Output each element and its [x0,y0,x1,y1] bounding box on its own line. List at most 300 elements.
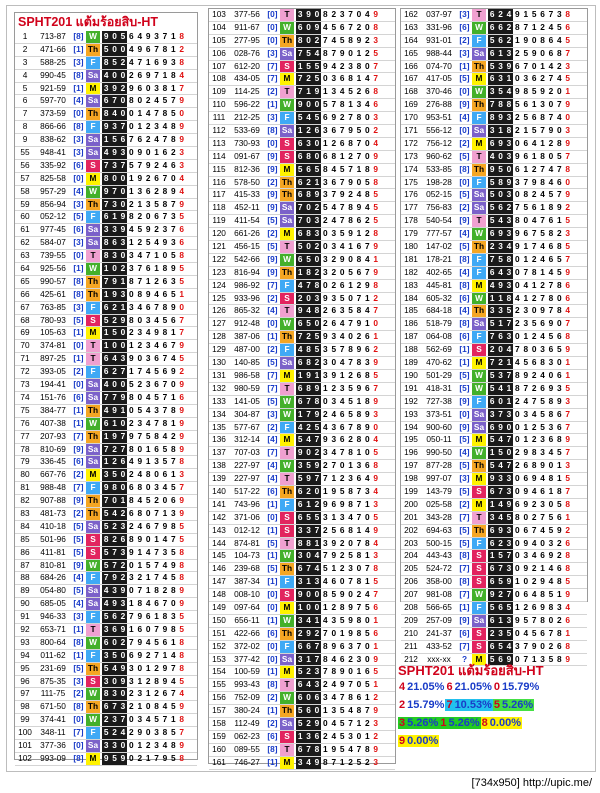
table-row [209,331,395,344]
digit: 3 [373,550,379,561]
digit: 7 [323,550,328,561]
digit: 4 [540,524,545,535]
digit: 7 [297,215,303,226]
digit: 9 [137,533,143,544]
digit: 6 [489,614,495,625]
row-bracket-digit: [8] [73,275,84,286]
digit: 4 [548,163,554,174]
digit: 5 [548,589,554,600]
digit: 8 [129,495,134,506]
digit: 8 [348,692,353,703]
digit: 5 [171,288,176,299]
table-row [209,99,395,112]
digit: 3 [179,469,185,480]
digit: 8 [557,305,562,316]
row-index: 59 [20,198,30,209]
row-code: 141-05 [234,395,260,406]
digit: 4 [540,369,545,380]
row-digits [100,534,186,546]
digit: 9 [548,382,554,393]
digit: 6 [129,507,134,518]
digit: 0 [179,108,185,119]
digit: 5 [356,756,362,767]
digit: 3 [314,666,320,677]
row-index: 97 [20,688,30,699]
digit: 3 [506,112,512,123]
digit: 9 [331,743,337,754]
digit: 2 [489,344,495,355]
digit: 0 [306,292,311,303]
digit: 4 [557,112,562,123]
digit: 8 [171,585,176,596]
digit: 6 [339,421,345,432]
digit: 9 [103,121,109,132]
digit: 7 [557,189,562,200]
digit: 7 [162,134,168,145]
row-code: 487-00 [234,344,260,355]
row-index: 196 [404,447,418,458]
digit: 4 [112,108,117,119]
digit: 6 [331,305,337,316]
digit: 0 [515,266,520,277]
digit: 4 [323,576,328,587]
table-row [209,641,395,654]
digit: 1 [565,369,571,380]
digit: 2 [112,533,117,544]
row-code: 456-15 [234,241,260,252]
row-code: 373-59 [40,108,66,119]
table-row [209,666,395,679]
row-day-badge: S [86,676,100,688]
digit: 7 [171,688,176,699]
row-bracket-digit: [1] [267,576,278,587]
row-code: 371-06 [234,511,260,522]
digit: 8 [129,211,134,222]
digit: 4 [523,395,529,406]
digit: 0 [129,752,134,763]
digit: 2 [531,511,537,522]
digit: 9 [154,327,159,338]
row-day-badge: T [86,353,100,365]
digit: 8 [348,73,353,84]
digit: 2 [314,34,320,45]
row-index: 190 [404,369,418,380]
row-code: 743-96 [234,498,260,509]
digit: 7 [540,511,545,522]
table-row [401,228,587,241]
digit: 9 [523,563,529,574]
digit: 5 [154,391,159,402]
digit: 2 [531,163,537,174]
table-row [401,254,587,267]
digit: 7 [348,163,353,174]
digit: 2 [365,34,370,45]
digit: 8 [179,56,185,67]
row-digits [294,383,380,395]
digit: 4 [314,563,320,574]
digit: 8 [373,460,379,471]
digit: 8 [323,589,328,600]
digit: 7 [356,137,362,148]
digit: 6 [523,524,529,535]
row-bracket-digit: [0] [73,108,84,119]
row-index: 94 [20,649,30,660]
digit: 2 [548,86,554,97]
row-day-badge: Th [87,288,99,299]
digit: 6 [565,21,571,32]
digit: 9 [179,379,185,390]
row-day-badge: F [280,280,294,292]
digit: 2 [314,627,320,638]
digit: 7 [540,292,545,303]
digit: 8 [557,434,562,445]
digit: 7 [331,756,337,767]
row-index: 95 [20,662,30,673]
table-row [209,86,395,99]
digit: 9 [356,382,362,393]
row-digits [486,125,572,137]
row-bracket-digit: [8] [73,69,84,80]
digit: 9 [515,150,520,161]
digit: 3 [548,537,554,548]
row-digits [100,392,186,404]
row-digits [486,589,572,601]
row-digits [294,550,380,562]
digit: 2 [531,563,537,574]
digit: 1 [498,318,503,329]
row-bracket-digit: [4] [459,112,470,123]
row-bracket-digit: [5] [73,546,84,557]
digit: 6 [339,279,345,290]
digit: 5 [489,460,495,471]
row-code: 730-93 [234,137,260,148]
digit: 5 [365,627,370,638]
digit: 6 [297,228,303,239]
digit: 4 [365,253,370,264]
digit: 3 [523,73,529,84]
digit: 2 [498,537,503,548]
row-day-badge: W [280,615,294,627]
row-index: 102 [18,752,32,763]
digit: 9 [306,627,311,638]
digit: 4 [145,108,151,119]
row-day-badge: W [280,396,294,408]
row-code: 980-59 [234,382,260,393]
digit: 5 [565,241,571,252]
digit: 9 [548,318,554,329]
row-digits [100,521,186,533]
digit: 8 [348,485,353,496]
table-row [209,460,395,473]
digit: 8 [129,391,134,402]
row-digits [100,444,186,456]
row-index: 138 [212,460,226,471]
digit: 9 [506,498,512,509]
digit: 3 [489,305,495,316]
digit: 9 [145,224,151,235]
table-col3 [401,9,587,666]
digit: 5 [171,701,176,712]
row-code: 443-43 [426,550,452,561]
digit: 8 [356,550,362,561]
row-code: 597-70 [40,95,66,106]
digit: 7 [120,714,126,725]
row-digits [486,177,572,189]
row-code: 501-96 [40,533,66,544]
row-index: 75 [20,404,30,415]
digit: 2 [365,215,370,226]
row-bracket-digit: [6] [459,331,470,342]
row-day-badge: S [86,547,100,559]
summary-value: 0.00% [489,717,521,729]
digit: 2 [129,688,134,699]
digit: 5 [154,714,159,725]
table-row [209,718,395,731]
digit: 1 [154,611,159,622]
digit: 4 [162,572,168,583]
digit: 2 [531,382,537,393]
digit: 6 [306,705,311,716]
row-bracket-digit: [0] [267,318,278,329]
digit: 5 [365,679,370,690]
row-index: 186 [404,318,418,329]
digit: 9 [515,614,520,625]
digit: 2 [154,662,159,673]
row-bracket-digit: [2] [73,507,84,518]
digit: 6 [179,224,185,235]
digit: 3 [506,215,512,226]
digit: 3 [154,739,159,750]
row-code: 500-15 [426,537,452,548]
digit: 7 [162,353,168,364]
column-panel-3 [400,8,588,664]
row-code: 336-45 [40,456,66,467]
digit: 5 [489,215,495,226]
digit: 0 [145,211,151,222]
digit: 6 [523,150,529,161]
row-index: 162 [404,9,418,19]
row-day-badge: W [472,447,486,459]
digit: 9 [171,185,176,196]
row-digits [294,344,380,356]
digit: 0 [314,253,320,264]
row-day-badge: S [280,589,294,601]
digit: 6 [297,395,303,406]
digit: 4 [489,150,495,161]
digit: 1 [523,434,529,445]
row-index: 64 [20,263,30,274]
digit: 6 [145,43,151,54]
digit: 3 [323,511,328,522]
digit: 0 [145,82,151,93]
digit: 8 [365,369,370,380]
row-bracket-digit: [5] [73,533,84,544]
digit: 6 [339,524,345,535]
digit: 8 [540,150,545,161]
digit: 9 [323,292,328,303]
digit: 6 [129,649,134,660]
digit: 0 [306,601,311,612]
digit: 8 [515,369,520,380]
digit: 9 [339,47,345,58]
table-row [209,473,395,486]
digit: 5 [548,511,554,522]
digit: 4 [557,73,562,84]
digit: 4 [356,189,362,200]
row-bracket-digit: [5] [73,211,84,222]
row-day-badge: W [280,99,294,111]
digit: 8 [112,482,117,493]
digit: 7 [531,241,537,252]
row-digits [294,357,380,369]
summary-row [398,717,522,731]
table-row [401,525,587,538]
row-bracket-digit: [7] [267,60,278,71]
digit: 3 [103,224,109,235]
digit: 5 [548,331,554,342]
digit: 6 [120,134,126,145]
row-bracket-digit: [0] [267,9,278,19]
row-digits [294,499,380,511]
digit: 2 [306,176,311,187]
summary-value: 9 [399,735,406,747]
digit: 3 [112,688,117,699]
digit: 6 [339,73,345,84]
row-day-badge: W [472,22,486,34]
digit: 0 [120,327,126,338]
digit: 7 [506,318,512,329]
row-code: 986-58 [234,369,260,380]
table-row [209,654,395,667]
digit: 6 [145,185,151,196]
row-digits [486,576,572,588]
row-bracket-digit: [5] [73,662,84,673]
digit: 8 [179,456,185,467]
digit: 4 [162,159,168,170]
digit: 3 [515,640,520,651]
digit: 2 [154,159,159,170]
digit: 2 [129,520,134,531]
digit: 2 [112,727,117,738]
digit: 5 [112,134,117,145]
digit: 1 [323,485,328,496]
digit: 9 [162,237,168,248]
digit: 5 [523,357,529,368]
row-digits [294,679,380,691]
digit: 8 [365,395,370,406]
row-code: 685-05 [40,598,66,609]
digit: 3 [297,653,303,664]
digit: 3 [112,121,117,132]
digit: 4 [506,86,512,97]
digit: 5 [523,47,529,58]
row-code: 227-97 [234,473,260,484]
digit: 0 [548,460,554,471]
digit: 9 [145,69,151,80]
digit: 0 [515,331,520,342]
digit: 3 [331,241,337,252]
digit: 0 [540,640,545,651]
table-row [401,48,587,61]
row-digits [100,289,186,301]
digit: 4 [531,589,537,600]
summary-value: 10.53% [454,699,492,711]
row-index: 112 [212,125,226,136]
digit: 2 [112,443,117,454]
digit: 3 [323,357,328,368]
digit: 7 [306,279,311,290]
row-bracket-digit: [2] [459,202,470,213]
digit: 7 [356,485,362,496]
row-code: 562-69 [426,344,452,355]
digit: 7 [557,163,562,174]
digit: 0 [331,627,337,638]
digit: 3 [154,727,159,738]
digit: 1 [297,408,303,419]
row-day-badge: Th [87,108,99,119]
digit: 1 [365,692,370,703]
table-row [209,318,395,331]
digit: 0 [557,86,562,97]
digit: 1 [323,137,328,148]
digit: 2 [531,253,537,264]
row-bracket-digit: [7] [73,727,84,738]
digit: 7 [331,99,337,110]
digit: 0 [515,589,520,600]
table-row [209,35,395,48]
row-code: 990-50 [426,447,452,458]
digit: 0 [365,150,370,161]
digit: 3 [314,228,320,239]
table-row [401,99,587,112]
digit: 1 [540,563,545,574]
digit: 6 [489,9,495,19]
digit: 6 [145,520,151,531]
row-index: 148 [212,589,226,600]
digit: 6 [489,524,495,535]
digit: 9 [540,86,545,97]
digit: 9 [179,95,185,106]
digit: 1 [145,662,151,673]
digit: 7 [565,485,571,496]
digit: 0 [145,533,151,544]
row-digits [294,447,380,459]
digit: 7 [506,550,512,561]
digit: 6 [540,550,545,561]
digit: 9 [323,331,328,342]
digit: 8 [498,176,503,187]
digit: 5 [557,150,562,161]
digit: 5 [506,511,512,522]
row-bracket-digit: [1] [267,524,278,535]
digit: 6 [356,369,362,380]
digit: 1 [523,331,529,342]
digit: 2 [498,357,503,368]
digit: 5 [314,421,320,432]
row-code: 800-64 [40,636,66,647]
digit: 4 [331,202,337,213]
row-day-badge: Th [473,460,485,471]
digit: 5 [306,47,311,58]
row-digits [486,99,572,111]
digit: 2 [548,640,554,651]
table-row [209,563,395,576]
digit: 3 [103,739,109,750]
digit: 7 [348,112,353,123]
table-row [401,318,587,331]
row-index: 119 [212,215,226,226]
row-day-badge: Th [87,430,99,441]
